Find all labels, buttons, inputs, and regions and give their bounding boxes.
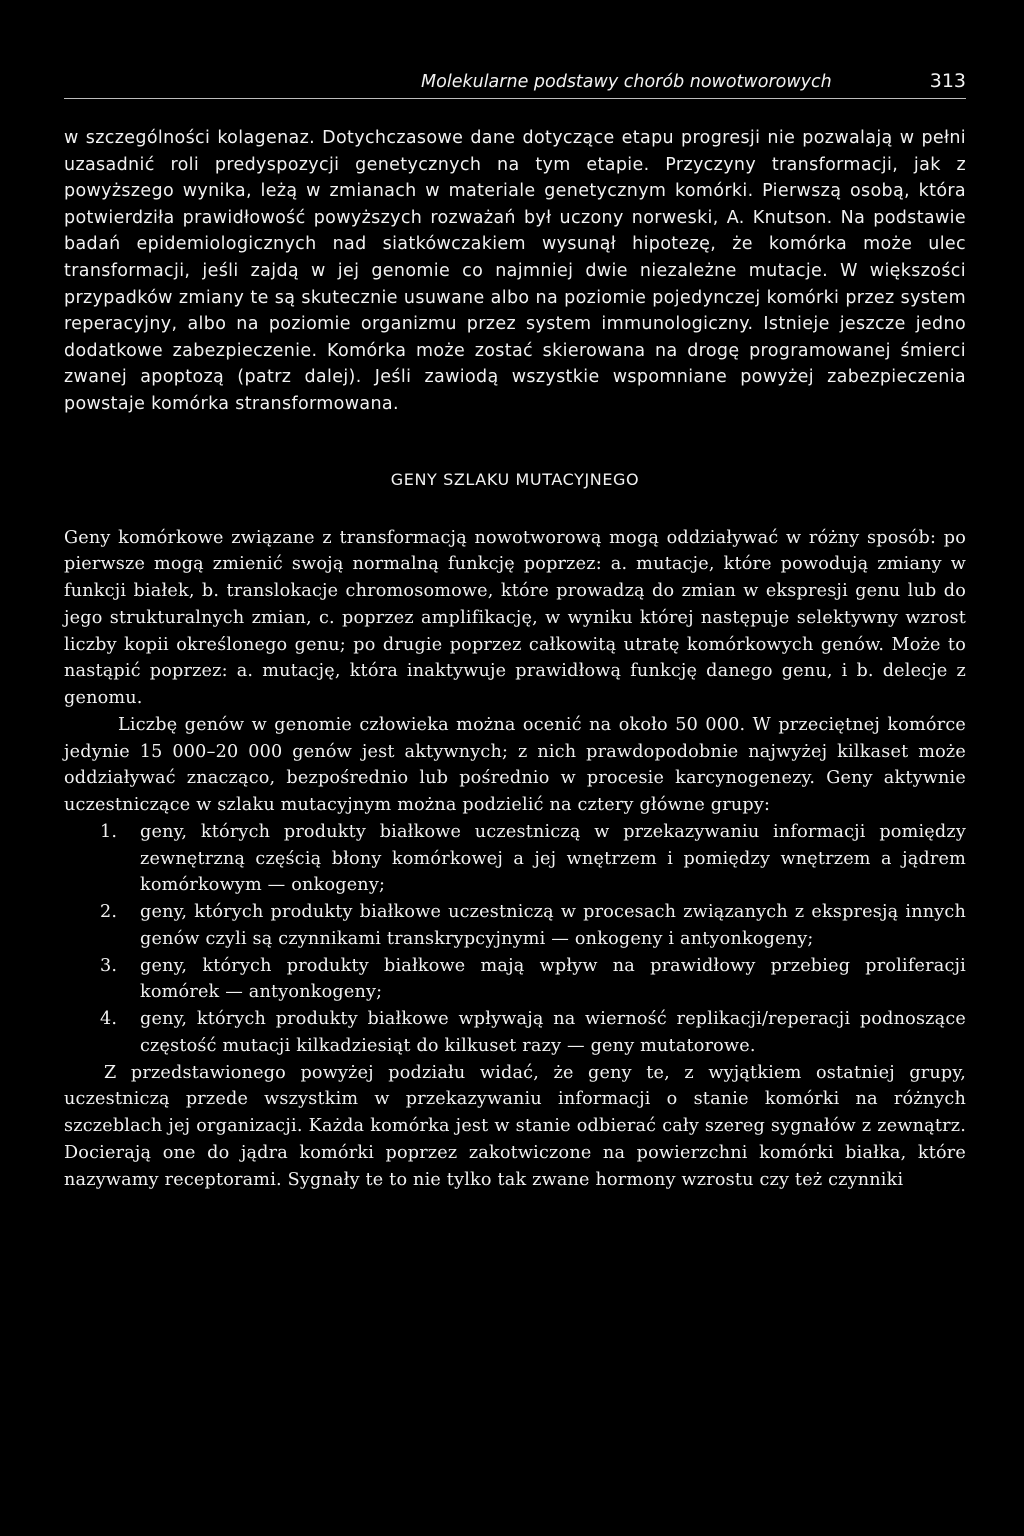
list-item-number: 1. [100, 821, 118, 842]
list-item-number: 2. [100, 902, 118, 923]
list-item [64, 953, 966, 1007]
paragraph-gene-functions: Geny komórkowe związane z transformacją nowotworową mogą oddziaływać w różny sposób: po pierwsze mogą zmienić swoją normalną funkcję poprzez: a. mutacje, które powodują zmiany w funkcji białek, b. translokacje chromosomowe, które prowadzą do zmian w ekspresji genu lub do jego strukturalnych zmian, c. poprzez amplifikację, w wyniku której następuje selektywny wzrost liczby kopii określonego genu; po drugie poprzez całkowitą utratę komórkowych genów. Może to nastąpić poprzez: a. mutację, która inaktywuje prawidłową funkcję danego genu, i b. delecje z genomu. [64, 527, 966, 709]
gene-groups-list [64, 819, 966, 1060]
section-heading: GENY SZLAKU MUTACYJNEGO [390, 469, 640, 489]
paragraph-intro: w szczególności kolagenaz. Dotychczasowe dane dotyczące etapu progresji nie pozwalają w pełni uzasadnić roli predyspozycji genetycznych na tym etapie. Przyczyny transformacji, jak z powyższego wynika, leżą w zmianach w materiale genetycznym komórki. Pierwszą osobą, która potwierdziła prawidłowość powyższych rozważań był uczony norweski, A. Knutson. Na podstawie badań epidemiologicznych nad siatkówczakiem wysunął hipotezę, że komórka może ulec transformacji, jeśli zajdą w jej genomie co najmniej dwie niezależne mutacje. W większości przypadków zmiany te są skutecznie usuwane albo na poziomie pojedynczej komórki przez system reperacyjny, albo na poziomie organizmu przez system immunologiczny. Istnieje jeszcze jedno dodatkowe zabezpieczenie. Komórka może zostać skierowana na drogę programowanej śmierci zwanej apoptozą (patrz dalej). Jeśli zawiodą wszystkie wspomniane powyżej zabezpieczenia powstaje komórka stransformowana. [64, 128, 966, 414]
list-item-number: 4. [100, 1009, 118, 1030]
list-item [64, 899, 966, 953]
list-item-number: 3. [100, 955, 118, 976]
running-header [64, 70, 966, 99]
document-page [64, 70, 966, 1193]
list-item-text: geny, których produkty białkowe mają wpływ na prawidłowy przebieg proliferacji komórek — antyonkogeny; [140, 955, 966, 1003]
list-item [64, 819, 966, 899]
running-title: Molekularne podstawy chorób nowotworowych [421, 72, 832, 92]
paragraph-conclusion: Z przedstawionego powyżej podziału widać, że geny te, z wyjątkiem ostatniej grupy, uczestniczą przede wszystkim w przekazywaniu informacji o stanie komórki na różnych szczeblach jej organizacji. Każda komórka jest w stanie odbierać cały szereg sygnałów z zewnątrz. Docierają one do jądra komórki poprzez zakotwiczone na powierzchni komórki białka, które nazywamy receptorami. Sygnały te to nie tylko tak zwane hormony wzrostu czy też czynniki [64, 1062, 966, 1190]
list-item [64, 1006, 966, 1060]
page-number: 313 [929, 70, 966, 92]
list-item-text: geny, których produkty białkowe uczestniczą w przekazywaniu informacji pomiędzy zewnętrzną częścią błony komórkowej a jej wnętrzem i pomiędzy wnętrzem a jądrem komórkowym — onkogeny; [140, 821, 966, 896]
list-item-text: geny, których produkty białkowe wpływają na wierność replikacji/reperacji podnoszące częstość mutacji kilkadziesiąt do kilkuset razy — geny mutatorowe. [140, 1009, 966, 1056]
list-item-text: geny, których produkty białkowe uczestniczą w procesach związanych z ekspresją innych genów czyli są czynnikami transkrypcyjnymi — onkogeny i antyonkogeny; [140, 902, 966, 949]
paragraph-gene-count: Liczbę genów w genomie człowieka można ocenić na około 50 000. W przeciętnej komórce jedynie 15 000–20 000 genów jest aktywnych; z nich prawdopodobnie najwyżej kilkaset może oddziaływać znacząco, bezpośrednio lub pośrednio w procesie karcynogenezy. Geny aktywnie uczestniczące w szlaku mutacyjnym można podzielić na cztery główne grupy: [64, 714, 966, 816]
